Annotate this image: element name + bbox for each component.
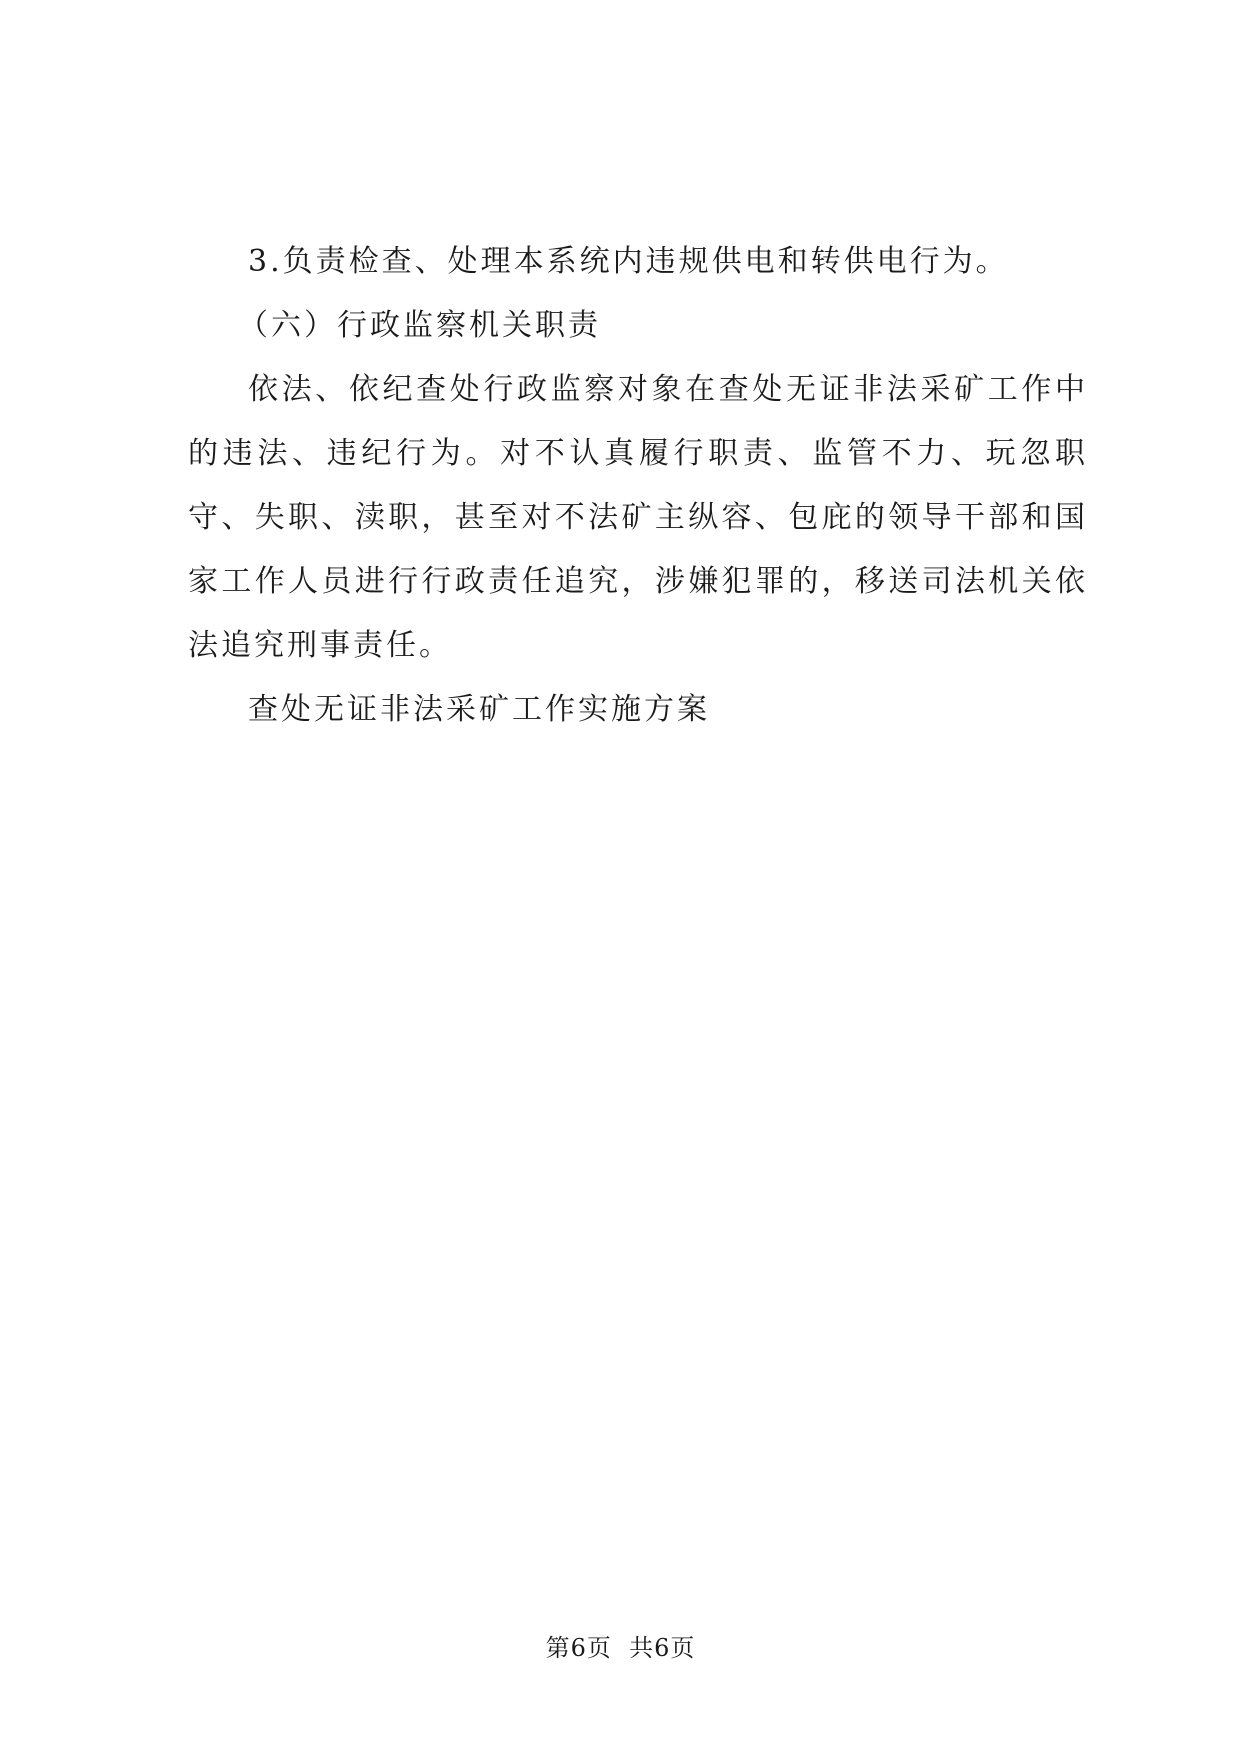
document-body (188, 230, 1088, 742)
paragraph-supervision-duty: 依法、依纪查处行政监察对象在查处无证非法采矿工作中的违法、违纪行为。对不认真履行职责、监管不力、玩忽职守、失职、渎职，甚至对不法矿主纵容、包庇的领导干部和国家工作人员进行行政责任追究，涉嫌犯罪的，移送司法机关依法追究刑事责任。 (188, 372, 1088, 663)
paragraph-plan-title: 查处无证非法采矿工作实施方案 (248, 692, 710, 727)
page-footer (0, 1628, 1241, 1663)
section-heading-six: （六）行政监察机关职责 (238, 308, 601, 343)
paragraph-item-3: 3.负责检查、处理本系统内违规供电和转供电行为。 (248, 244, 1009, 279)
page-number-label: 第6页 共6页 (545, 1634, 696, 1662)
